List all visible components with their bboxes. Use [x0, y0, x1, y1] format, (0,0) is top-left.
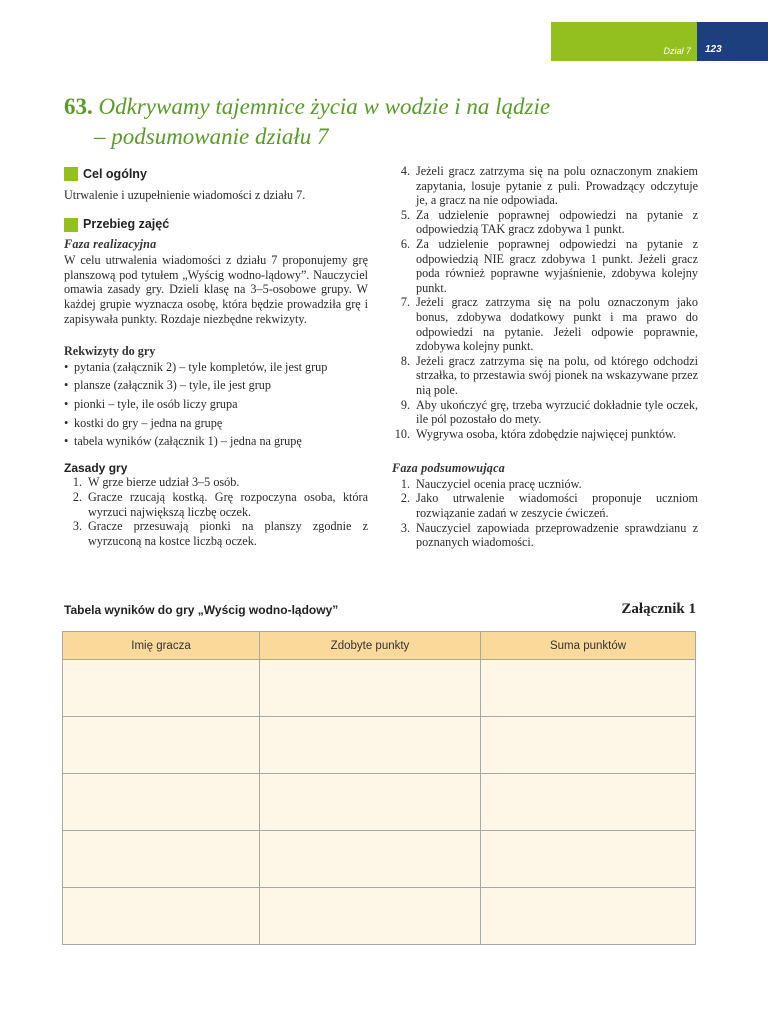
table-cell[interactable] — [260, 660, 481, 717]
header-green-bar — [551, 22, 697, 61]
item-number: 10. — [394, 426, 410, 441]
title-line-1: Odkrywamy tajemnice życia w wodzie i na lądzie — [98, 94, 551, 119]
attachment-label: Załącznik 1 — [621, 601, 696, 617]
item-number: 3. — [400, 520, 410, 535]
item-text: Jeżeli gracz zatrzyma się na polu oznaczonym znakiem zapytania, losuje pytanie z puli. Prowadzący odczytuje je, a gracz na nie odpowiada. — [416, 164, 698, 208]
table-row — [63, 717, 696, 774]
lesson-number: 63. — [64, 94, 93, 119]
table-cell[interactable] — [260, 774, 481, 831]
header-points: Zdobyte punkty — [260, 632, 481, 660]
list-item — [392, 237, 698, 295]
przebieg-heading — [64, 217, 368, 233]
list-item — [392, 521, 698, 550]
item-number: 2. — [400, 491, 410, 506]
item-text: Jako utrwalenie wiadomości proponuje uczniom rozwiązanie zadań w zeszycie ćwiczeń. — [416, 491, 698, 521]
zasady-heading: Zasady gry — [64, 460, 128, 475]
item-number: 1. — [400, 476, 410, 491]
item-number: 8. — [400, 353, 410, 368]
item-text: Za udzielenie poprawnej odpowiedzi na pytanie z odpowiedzią TAK gracz zdobywa 1 punkt. — [416, 207, 698, 237]
table-cell[interactable] — [63, 888, 260, 945]
table-row — [63, 660, 696, 717]
item-number: 3. — [72, 519, 82, 534]
item-number: 1. — [72, 475, 82, 490]
list-item — [64, 475, 368, 490]
table-cell[interactable] — [481, 660, 696, 717]
green-square-icon — [64, 167, 78, 181]
table-cell[interactable] — [481, 774, 696, 831]
list-item: • kostki do gry – jedna na grupę — [64, 416, 368, 431]
list-item — [392, 398, 698, 427]
table-row — [63, 774, 696, 831]
item-text: Gracze przesuwają pionki na planszy zgodnie z wyrzuconą na kostce liczbą oczek. — [88, 519, 368, 548]
list-item: • plansze (załącznik 3) – tyle, ile jest grup — [64, 378, 368, 393]
phase-podsumowujaca: Faza podsumowująca — [392, 461, 505, 476]
rekwizyty-list — [64, 360, 368, 449]
list-item — [392, 295, 698, 353]
item-number: 4. — [400, 164, 410, 178]
right-column — [392, 164, 698, 550]
table-cell[interactable] — [63, 774, 260, 831]
table-cell[interactable] — [260, 831, 481, 888]
item-text: Nauczyciel ocenia pracę uczniów. — [416, 476, 582, 491]
table-cell[interactable] — [481, 717, 696, 774]
item-text: Za udzielenie poprawnej odpowiedzi na pytanie z odpowiedzią NIE gracz zdobywa 1 punkt. Jeżeli gracz poda również poprawne wyjaśnienie, zdobywa kolejny punkt. — [416, 236, 698, 295]
table-cell[interactable] — [260, 717, 481, 774]
table-cell[interactable] — [481, 831, 696, 888]
item-number: 2. — [72, 489, 82, 504]
table-header-row — [63, 632, 696, 660]
item-number: 5. — [400, 207, 410, 222]
list-item — [64, 490, 368, 519]
list-item: • pionki – tyle, ile osób liczy grupa — [64, 397, 368, 412]
table-cell[interactable] — [260, 888, 481, 945]
list-item: • tabela wyników (załącznik 1) – jedna na grupę — [64, 434, 368, 449]
list-item — [392, 354, 698, 398]
table-row — [63, 831, 696, 888]
item-text: Wygrywa osoba, która zdobędzie najwięcej punktów. — [416, 426, 677, 441]
list-item — [392, 208, 698, 237]
list-item — [392, 164, 698, 208]
item-text: Jeżeli gracz zatrzyma się na polu oznaczonym jako bonus, zdobywa dodatkowy punkt i ma prawo do odpowiedzi na pytanie. Jeżeli odpowie poprawnie, zdobywa kolejny punkt. — [416, 295, 698, 354]
zasady-list-part2 — [392, 164, 698, 441]
table-cell[interactable] — [63, 660, 260, 717]
item-text: Gracze rzucają kostką. Grę rozpoczyna osoba, która wyrzuci największą liczbę oczek. — [88, 489, 368, 519]
list-item — [392, 491, 698, 520]
list-item — [64, 519, 368, 548]
cel-heading — [64, 166, 368, 182]
item-number: 7. — [400, 295, 410, 310]
table-cell[interactable] — [481, 888, 696, 945]
page-number: 123 — [705, 44, 722, 55]
item-text: W grze bierze udział 3–5 osób. — [88, 475, 240, 490]
item-text: Nauczyciel zapowiada przeprowadzenie sprawdzianu z poznanych wiadomości. — [416, 520, 698, 550]
left-column — [64, 166, 368, 548]
table-cell[interactable] — [63, 831, 260, 888]
header-total: Suma punktów — [481, 632, 696, 660]
header-page-box — [697, 22, 768, 61]
title-line-2: – podsumowanie działu 7 — [94, 124, 329, 149]
item-number: 9. — [400, 397, 410, 412]
zasady-list-part1 — [64, 475, 368, 548]
green-square-icon — [64, 218, 78, 232]
podsumowanie-list — [392, 477, 698, 550]
header-section-label: Dział 7 — [663, 46, 691, 56]
header-player-name: Imię gracza — [63, 632, 260, 660]
rekwizyty-heading: Rekwizyty do gry — [64, 344, 156, 359]
table-cell[interactable] — [63, 717, 260, 774]
przebieg-heading-text: Przebieg zajęć — [83, 217, 170, 232]
phase-realizacyjna: Faza realizacyjna — [64, 236, 157, 251]
list-item — [392, 477, 698, 492]
cel-text: Utrwalenie i uzupełnienie wiadomości z działu 7. — [64, 188, 306, 202]
list-item: • pytania (załącznik 2) – tyle kompletów, ile jest grup — [64, 360, 368, 375]
intro-paragraph: W celu utrwalenia wiadomości z działu 7 proponujemy grę planszową pod tytułem „Wyścig wodno-lądowy”. Nauczyciel omawia zasady gry. Dzieli klasę na 3–5-osobowe grupy. W każdej grupie wyznacza osobę, która będzie prowadziła grę i zapisywała punkty. Rozdaje niezbędne rekwizyty. — [64, 253, 368, 326]
item-text: Jeżeli gracz zatrzyma się na polu, od którego odchodzi strzałka, to przestawia swój pionek na wskazywane przez nią pole. — [416, 353, 698, 397]
page-title — [64, 92, 704, 152]
table-row — [63, 888, 696, 945]
score-table — [62, 631, 696, 945]
list-item — [392, 427, 698, 442]
item-text: Aby ukończyć grę, trzeba wyrzucić dokładnie tyle oczek, ile pól pozostało do mety. — [416, 397, 698, 427]
item-number: 6. — [400, 236, 410, 251]
table-title: Tabela wyników do gry „Wyścig wodno-lądowy” — [64, 603, 339, 617]
cel-heading-text: Cel ogólny — [83, 166, 147, 181]
